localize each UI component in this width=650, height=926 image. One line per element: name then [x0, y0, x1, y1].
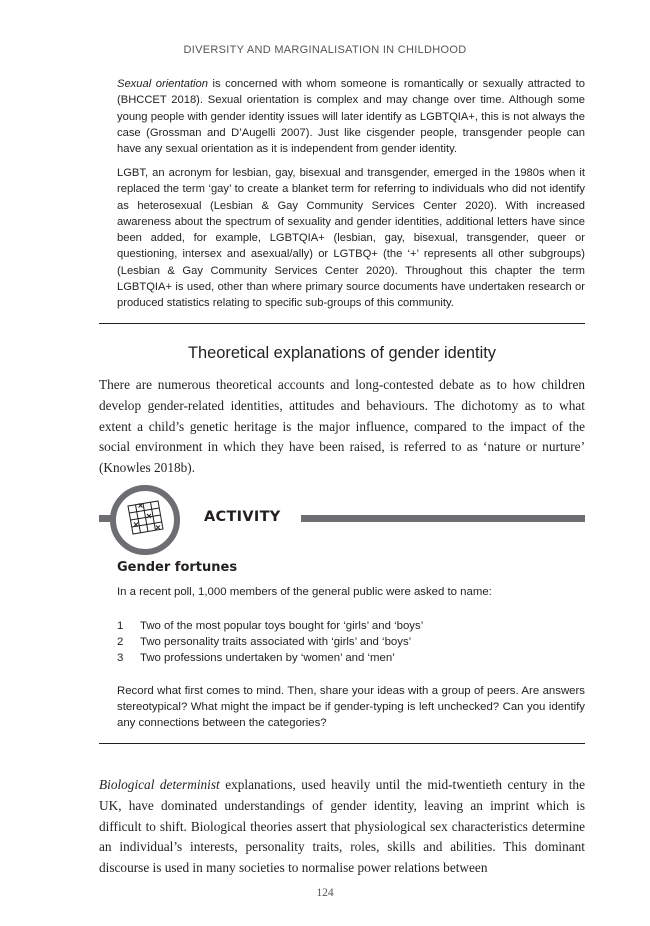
activity-title: Gender fortunes — [117, 560, 238, 575]
activity-list — [117, 618, 585, 666]
list-item — [117, 650, 585, 666]
list-item — [117, 618, 585, 634]
activity-bottom-rule — [99, 743, 585, 744]
activity-bar-right — [301, 515, 585, 522]
bio-paragraph-text: explanations, used heavily until the mid-twentieth century in the UK, have dominated understandings of gender identity, leaving an imprint which is difficult to shift. Biological theories assert that physiological sex characteristics determine an individual’s interests, personality traits, roles, skills and abilities. This dominant discourse is used in many societies to normalise power relations between — [99, 777, 585, 876]
list-item-text: Two personality traits associated with ‘girls’ and ‘boys’ — [140, 636, 412, 648]
list-item-text: Two of the most popular toys bought for ‘girls’ and ‘boys’ — [140, 620, 424, 632]
list-item-number: 1 — [117, 620, 124, 632]
box-bottom-rule — [99, 323, 585, 324]
term-sexual-orientation: Sexual orientation — [117, 78, 208, 90]
grid-crosses-icon — [109, 484, 181, 556]
box-paragraph-lgbt: LGBT, an acronym for lesbian, gay, bisexual and transgender, emerged in the 1980s when it replaced the term ‘gay’ to create a blanket term for referring to individuals who did not identify as heterosexual (Lesbian & Gay Community Services Center 2020). With increased awareness about the spectrum of sexuality and gender identities, additional letters have since been added, for example, LGBTQIA+ (lesbian, gay, bisexual, transgender, queer or questioning, intersex and asexual/ally) or LGTBQ+ (the ‘+’ represents all other subgroups) (Lesbian & Gay Community Services Center 2020). Throughout this chapter the term LGBTQIA+ is used, other than where primary source documents have undertaken research or produced statistics relating to specific sub-groups of this community. — [117, 167, 585, 310]
activity-intro: In a recent poll, 1,000 members of the general public were asked to name: — [117, 586, 492, 598]
biological-determinist-paragraph — [99, 775, 585, 879]
term-biological-determinist: Biological determinist — [99, 777, 220, 792]
box-paragraph-1-text: is concerned with whom someone is romantically or sexually attracted to (BHCCET 2018). Sexual orientation is complex and may change over time. Although some young people with gender identity issues will later identify as LGBTQIA+, this is not always the case (Grossman and D’Augelli 2007). Just like cisgender people, transgender people can have any sexual orientation as it is independent from gender identity. — [117, 78, 585, 156]
page-number: 124 — [316, 887, 334, 899]
running-head: DIVERSITY AND MARGINALISATION IN CHILDHOOD — [183, 44, 467, 56]
box-paragraph-sexual-orientation — [117, 76, 585, 157]
activity-outro: Record what first comes to mind. Then, share your ideas with a group of peers. Are answers stereotypical? What might the impact be if gender-typing is left unchecked? Can you identify any connections between the categories? — [117, 685, 585, 730]
list-item-number: 2 — [117, 636, 124, 648]
list-item-text: Two professions undertaken by ‘women’ and ‘men’ — [140, 652, 395, 664]
activity-label: ACTIVITY — [204, 509, 281, 525]
list-item — [117, 634, 585, 650]
theory-paragraph: There are numerous theoretical accounts and long-contested debate as to how children develop gender-related identities, attitudes and behaviours. The dichotomy as to what extent a child’s genetic heritage is the major influence, compared to the impact of the social environment in which they have been raised, is referred to as ‘nature or nurture’ (Knowles 2018b). — [99, 377, 585, 476]
section-heading: Theoretical explanations of gender identity — [188, 344, 496, 362]
list-item-number: 3 — [117, 652, 124, 664]
